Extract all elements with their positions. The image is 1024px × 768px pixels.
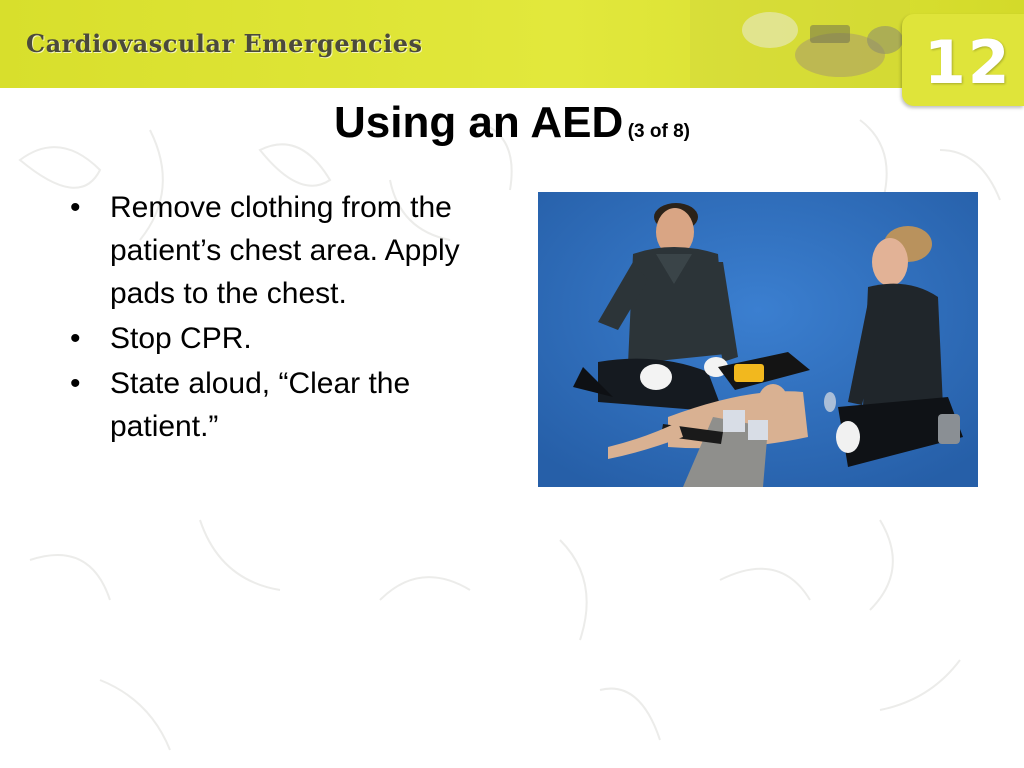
bullet-text: State aloud, “Clear the patient.” (110, 367, 411, 443)
aed-training-photo (538, 192, 978, 487)
bullet-text: Stop CPR. (110, 322, 252, 355)
header-photo (690, 0, 910, 88)
bullet-list (70, 186, 490, 450)
bullet-icon: • (70, 191, 81, 224)
course-title: Cardiovascular Emergencies (26, 29, 423, 58)
bullet-icon: • (70, 367, 81, 400)
chapter-number: 12 (924, 28, 1012, 98)
bullet-text: Remove clothing from the patient’s chest area. Apply pads to the chest. (110, 191, 460, 310)
slide-title-main: Using an AED (333, 98, 624, 147)
bullet-item (70, 186, 490, 315)
bullet-item (70, 317, 490, 360)
bullet-icon: • (70, 322, 81, 355)
bullet-item (70, 362, 490, 448)
slide-title (0, 98, 1024, 148)
chapter-badge (902, 14, 1024, 106)
slide-title-part: (3 of 8) (627, 121, 691, 142)
